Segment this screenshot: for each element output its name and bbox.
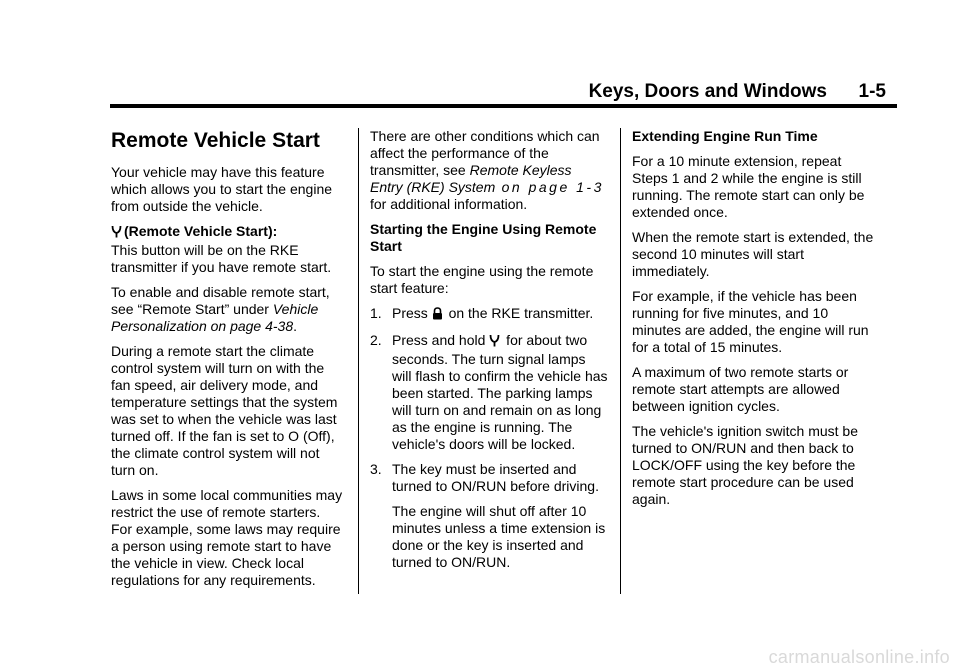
watermark: carmanualsonline.info bbox=[768, 647, 950, 667]
paragraph: The vehicle's ignition switch must be turned to ON/RUN and then back to LOCK/OFF using the key before the remote start procedure can be used again. bbox=[632, 423, 858, 507]
paragraph: For example, if the vehicle has been running for five minutes, and 10 minutes are added, the engine will run for a total of 15 minutes. bbox=[632, 288, 869, 355]
subheading: Extending Engine Run Time bbox=[632, 128, 818, 144]
page-reference: on page 1‑3 bbox=[495, 179, 604, 195]
paragraph: To start the engine using the remote start feature: bbox=[370, 263, 594, 296]
section-heading: Remote Vehicle Start bbox=[111, 129, 320, 152]
paragraph: A maximum of two remote starts or remote start attempts are allowed between ignition cycles. bbox=[632, 364, 849, 414]
button-label: (Remote Vehicle Start): bbox=[124, 223, 278, 239]
list-item: 1. Press on the RKE transmitter. bbox=[370, 305, 608, 324]
step-note: The engine will shut off after 10 minutes unless a time extension is done or the key is inserted and turned to ON/RUN. bbox=[392, 503, 606, 570]
paragraph: There are other conditions which can affect the performance of the transmitter, see Remote Keyless Entry (RKE) System on page 1‑3 for additional information. bbox=[370, 128, 604, 212]
header-rule bbox=[110, 104, 897, 108]
list-item: 2. Press and hold for about two seconds. The turn signal lamps will flash to confirm the vehicle has been started. The parking lamps will turn on and remain on as long as the engine is running. The vehicle's doors will be locked. bbox=[370, 332, 608, 452]
column-divider bbox=[620, 128, 621, 594]
paragraph: Your vehicle may have this feature which allows you to start the engine from outside the vehicle. bbox=[111, 164, 333, 214]
column-3 bbox=[632, 128, 880, 516]
button-label-line bbox=[111, 223, 345, 242]
paragraph: This button will be on the RKE transmitter if you have remote start. bbox=[111, 242, 332, 275]
paragraph: To enable and disable remote start, see “Remote Start” under Vehicle Personalization on page 4‑38. bbox=[111, 284, 330, 334]
page-reference: Remote Keyless Entry (RKE) System bbox=[370, 162, 572, 195]
page-number: 1-5 bbox=[858, 81, 886, 102]
list-item: 3. The key must be inserted and turned to ON/RUN before driving. bbox=[370, 461, 599, 494]
remote-start-icon bbox=[111, 225, 122, 242]
section-title: Keys, Doors and Windows bbox=[588, 81, 827, 102]
paragraph: For a 10 minute extension, repeat Steps 1 and 2 while the engine is still running. The remote start can only be extended once. bbox=[632, 153, 865, 220]
column-1 bbox=[111, 128, 345, 597]
page-reference: Vehicle Personalization on page 4‑38 bbox=[111, 301, 319, 334]
column-2 bbox=[370, 128, 608, 579]
subheading: Starting the Engine Using Remote Start bbox=[370, 221, 597, 254]
paragraph: When the remote start is extended, the second 10 minutes will start immediately. bbox=[632, 229, 874, 279]
remote-start-icon bbox=[489, 334, 500, 351]
paragraph: During a remote start the climate control system will turn on with the fan speed, air delivery mode, and temperature settings that the system was set to when the vehicle was last turned off. If the fan is set to O (Off), the climate control system will not turn on. bbox=[111, 343, 338, 478]
lock-icon bbox=[432, 307, 443, 324]
paragraph: Laws in some local communities may restrict the use of remote starters. For example, some laws may require a person using remote start to have the vehicle in view. Check local regulations for any requirements. bbox=[111, 487, 343, 588]
column-divider bbox=[358, 128, 359, 594]
